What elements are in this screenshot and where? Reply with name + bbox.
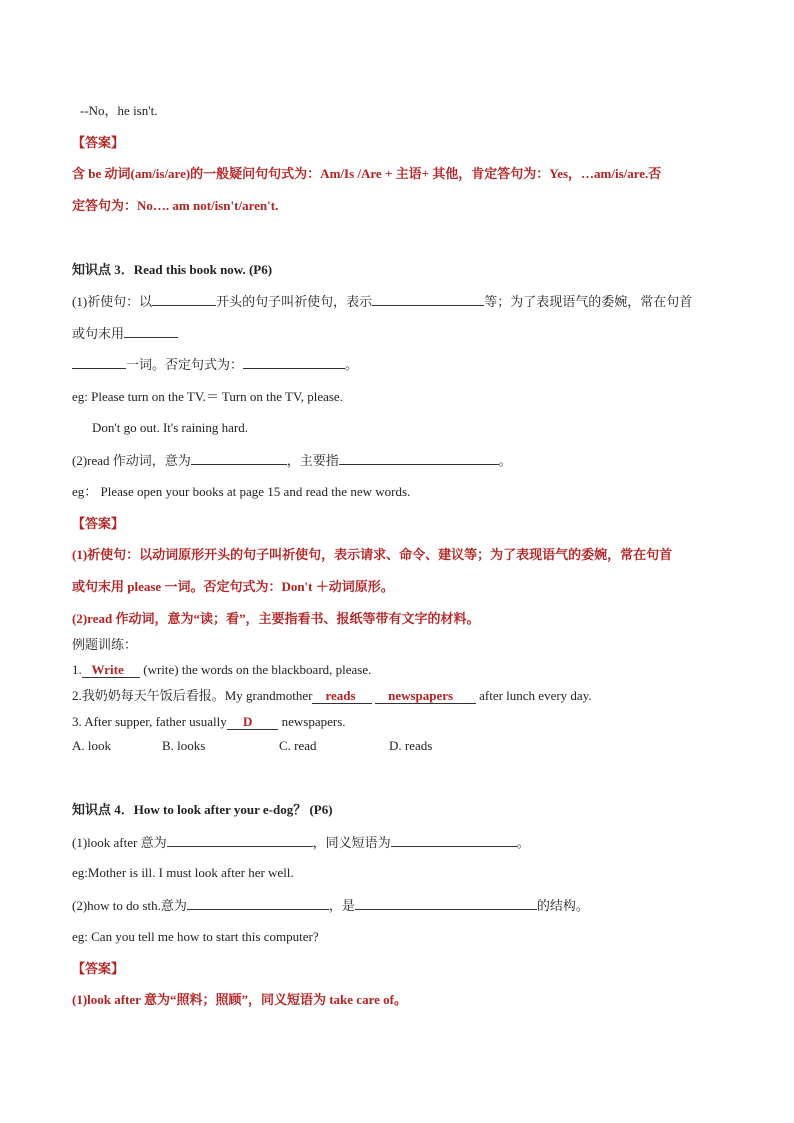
option-a: A. look	[72, 738, 111, 753]
blank	[152, 292, 216, 306]
answer-word: reads	[325, 688, 356, 703]
blank	[167, 833, 313, 847]
question-line	[72, 833, 728, 852]
question-line	[72, 451, 728, 470]
example-line: eg: Can you tell me how to start this computer?	[72, 929, 319, 944]
exercise-number: 1.	[72, 662, 82, 677]
exercise-3	[72, 713, 728, 731]
answer-text: (2)read 作动词，意为“读；看”，主要指看书、报纸等带有文字的材料。	[72, 611, 480, 626]
question-text: 或句末用	[72, 326, 125, 341]
example-line: eg:Mother is ill. I must look after her well.	[72, 865, 294, 880]
answer-blank	[375, 688, 476, 704]
option-d: D. reads	[389, 738, 433, 753]
question-line	[72, 896, 728, 915]
blank	[391, 833, 517, 847]
blank	[243, 355, 345, 369]
practice-title: 例题训练：	[72, 637, 138, 652]
blank	[191, 451, 287, 465]
question-text: ，同义短语为	[312, 835, 391, 850]
answer-label: 【答案】	[72, 135, 125, 150]
answer-blank	[82, 662, 140, 678]
answer-text: 含 be 动词(am/is/are)的一般疑问句句式为：Am/Is /Are + 主语+ 其他，肯定答句为：Yes，…am/is/are.否	[72, 166, 662, 181]
blank	[187, 896, 329, 910]
question-text: ，主要指	[286, 453, 339, 468]
option-c: C. read	[279, 738, 317, 753]
answer-blank	[227, 714, 279, 730]
blank	[72, 355, 126, 369]
question-text: (1)祈使句：以	[72, 294, 153, 309]
question-text: 等；为了表现语气的委婉，常在句首	[484, 294, 693, 309]
question-text: 开头的句子叫祈使句，表示	[216, 294, 373, 309]
exercise-2	[72, 687, 728, 705]
blank	[372, 292, 484, 306]
exercise-text: 2.我奶奶每天午饭后看报。My grandmother	[72, 688, 313, 703]
question-line	[72, 324, 728, 343]
answer-text: (1)look after 意为“照料；照顾”，同义短语为 take care of。	[72, 992, 407, 1007]
example-line: eg： Please open your books at page 15 and read the new words.	[72, 484, 411, 499]
answer-word: newspapers	[388, 688, 454, 703]
blank	[355, 896, 537, 910]
exercise-text: 3. After supper, father usually	[72, 714, 227, 729]
reply-line: --No，he isn't.	[80, 103, 158, 118]
answer-label: 【答案】	[72, 516, 125, 531]
question-line	[72, 292, 728, 311]
question-line	[72, 355, 728, 374]
example-line: eg: Please turn on the TV.＝ Turn on the TV, please.	[72, 389, 343, 404]
answer-text: 或句末用 please 一词。否定句式为：Don't ＋动词原形。	[72, 579, 394, 594]
question-text: 。	[516, 835, 530, 850]
question-text: 一词。否定句式为：	[126, 357, 244, 372]
question-text: (2)how to do sth.意为	[72, 898, 187, 913]
exercise-text: (write) the words on the blackboard, please.	[140, 662, 372, 677]
blank	[339, 451, 499, 465]
question-text: 。	[345, 357, 359, 372]
question-text: 的结构。	[536, 898, 589, 913]
section-title: 知识点 3．Read this book now. (P6)	[72, 262, 273, 277]
exercise-1	[72, 661, 728, 679]
question-text: 。	[498, 453, 512, 468]
answer-word: Write	[91, 662, 124, 677]
example-line: Don't go out. It's raining hard.	[92, 420, 248, 435]
option-b: B. looks	[162, 738, 206, 753]
answer-blank	[312, 688, 371, 704]
exercise-text: after lunch every day.	[475, 688, 592, 703]
question-text: ，是	[328, 898, 355, 913]
section-title: 知识点 4．How to look after your e-dog？ (P6)	[72, 802, 333, 817]
question-text: (1)look after 意为	[72, 835, 167, 850]
exercise-text: newspapers.	[278, 714, 346, 729]
answer-text: 定答句为：No…. am not/isn't/aren't.	[72, 198, 279, 213]
answer-word: D	[242, 714, 253, 729]
answer-label: 【答案】	[72, 961, 125, 976]
answer-text: (1)祈使句：以动词原形开头的句子叫祈使句，表示请求、命令、建议等；为了表现语气的委婉，常在句首	[72, 547, 673, 562]
question-text: (2)read 作动词，意为	[72, 453, 191, 468]
blank	[124, 324, 178, 338]
